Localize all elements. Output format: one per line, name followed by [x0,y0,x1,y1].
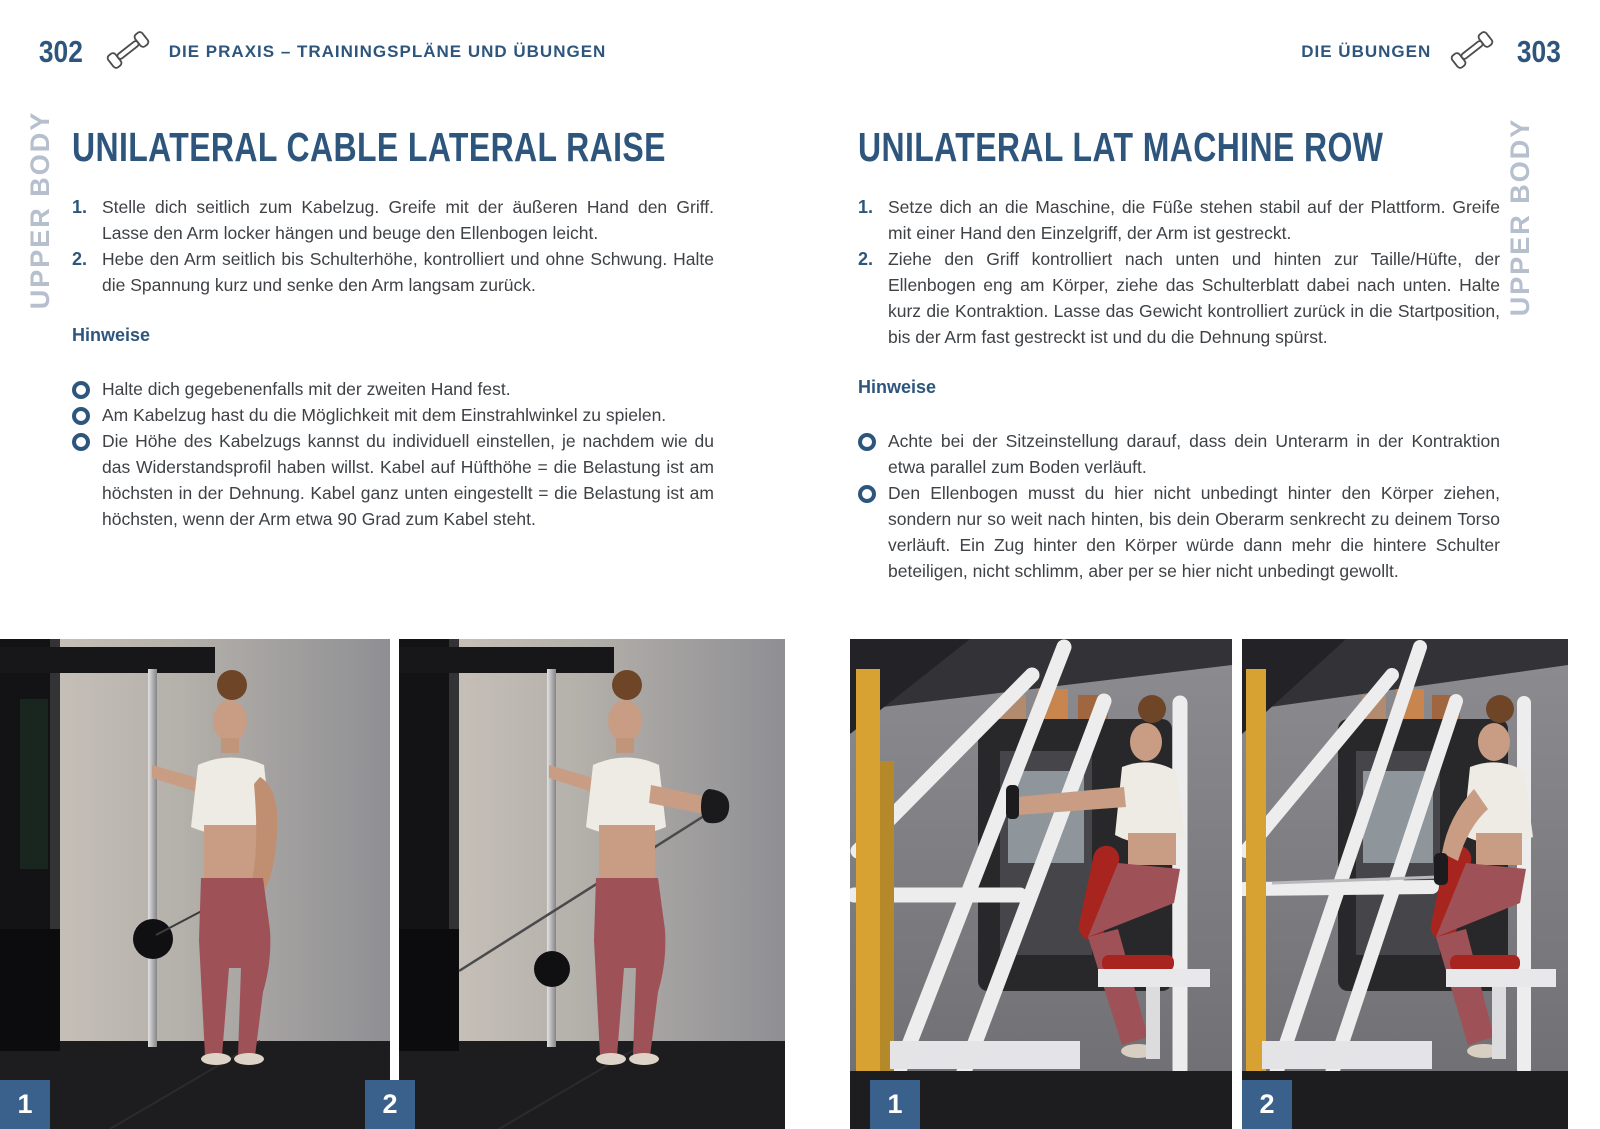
note-text: Achte bei der Sitzeinstellung darauf, dass dein Unterarm in der Kontraktion etwa parallel zum Boden verläuft. [888,431,1500,477]
note-text: Am Kabelzug hast du die Möglichkeit mit dem Einstrahlwinkel zu spielen. [102,405,667,425]
dumbbell-icon [101,25,155,80]
exercise-photo-cable-raised [399,639,785,1129]
side-label-upper-body-left: UPPER BODY [25,110,55,310]
notes-left [72,376,714,532]
note-text: Den Ellenbogen musst du hier nicht unbedingt hinter den Körper ziehen, sondern nur so weit nach hinten, bis dein Oberarm senkrecht zu deinem Torso verläuft. Ein Zug hinter den Körper würde dann mehr die hintere Schulter beteiligen, nicht schlimm, aber per se hier nicht unbedingt gewollt. [888,483,1500,581]
note-item [858,480,1500,584]
note-item [72,428,714,532]
note-item [72,402,714,428]
photo-number-badge: 1 [870,1080,920,1129]
exercise-title-right: UNILATERAL LAT MACHINE ROW [858,124,1384,170]
photo-number-badge: 2 [1242,1080,1292,1129]
step-number: 2. [72,249,88,269]
steps-right [858,194,1500,350]
header-left [35,30,606,74]
ring-icon [72,381,90,399]
photo-strip-right [850,639,1568,1129]
step-item [72,246,714,298]
photo-strip-left [0,639,785,1129]
notes-right [858,428,1500,584]
step-number: 1. [72,197,88,217]
step-number: 2. [858,249,874,269]
page-number-right: 303 [1517,34,1562,69]
dumbbell-icon [1445,25,1499,80]
exercise-photo-cable-start [0,639,390,1129]
running-head-left: DIE PRAXIS – TRAININGSPLÄNE UND ÜBUNGEN [168,42,607,61]
header-right [1301,30,1565,74]
photo-number-badge: 2 [365,1080,415,1129]
note-item [72,376,714,402]
yellow-frame [1246,669,1266,1071]
running-head-right: DIE ÜBUNGEN [1301,42,1432,61]
note-item [858,428,1500,480]
exercise-title-left: UNILATERAL CABLE LATERAL RAISE [72,124,666,170]
step-item [858,246,1500,350]
photo-number-badge: 1 [0,1080,50,1129]
ring-icon [72,433,90,451]
notes-heading-left: Hinweise [72,325,151,345]
page-number-left: 302 [38,34,83,69]
photo-illustration [850,639,1232,1129]
step-item [72,194,714,246]
steps-left [72,194,714,298]
step-text: Hebe den Arm seitlich bis Schulterhöhe, kontrolliert und ohne Schwung. Halte die Spannung kurz und senke den Arm langsam zurück. [102,249,714,295]
note-text: Die Höhe des Kabelzugs kannst du individuell einstellen, je nachdem wie du das Widerstandsprofil haben willst. Kabel auf Hüfthöhe = die Belastung ist am höchsten in der Dehnung. Kabel ganz unten eingestellt = die Belastung ist am höchsten, wenn der Arm etwa 90 Grad zum Kabel steht. [102,431,714,529]
exercise-photo-row-start [850,639,1232,1129]
notes-heading-right: Hinweise [858,377,937,397]
step-number: 1. [858,197,874,217]
ring-icon [858,433,876,451]
photo-illustration [0,639,390,1129]
step-text: Setze dich an die Maschine, die Füße stehen stabil auf der Plattform. Greife mit einer Hand den Einzelgriff, der Arm ist gestreckt. [888,197,1500,243]
step-item [858,194,1500,246]
photo-illustration [1242,639,1568,1129]
photo-illustration [399,639,785,1129]
ring-icon [72,407,90,425]
note-text: Halte dich gegebenenfalls mit der zweiten Hand fest. [102,379,511,399]
ring-icon [858,485,876,503]
side-label-upper-body-right: UPPER BODY [1505,117,1535,317]
step-text: Stelle dich seitlich zum Kabelzug. Greife mit der äußeren Hand den Griff. Lasse den Arm locker hängen und beuge den Ellenbogen leicht. [102,197,714,243]
exercise-photo-row-contracted [1242,639,1568,1129]
step-text: Ziehe den Griff kontrolliert nach unten und hinten zur Taille/Hüfte, der Ellenbogen eng am Körper, ziehe das Schulterblatt dabei nach unten. Halte kurz die Kontraktion. Lasse das Gewicht kontrolliert zurück in die Startposition, bis der Arm fast gestreckt ist und du die Dehnung spürst. [888,249,1500,347]
